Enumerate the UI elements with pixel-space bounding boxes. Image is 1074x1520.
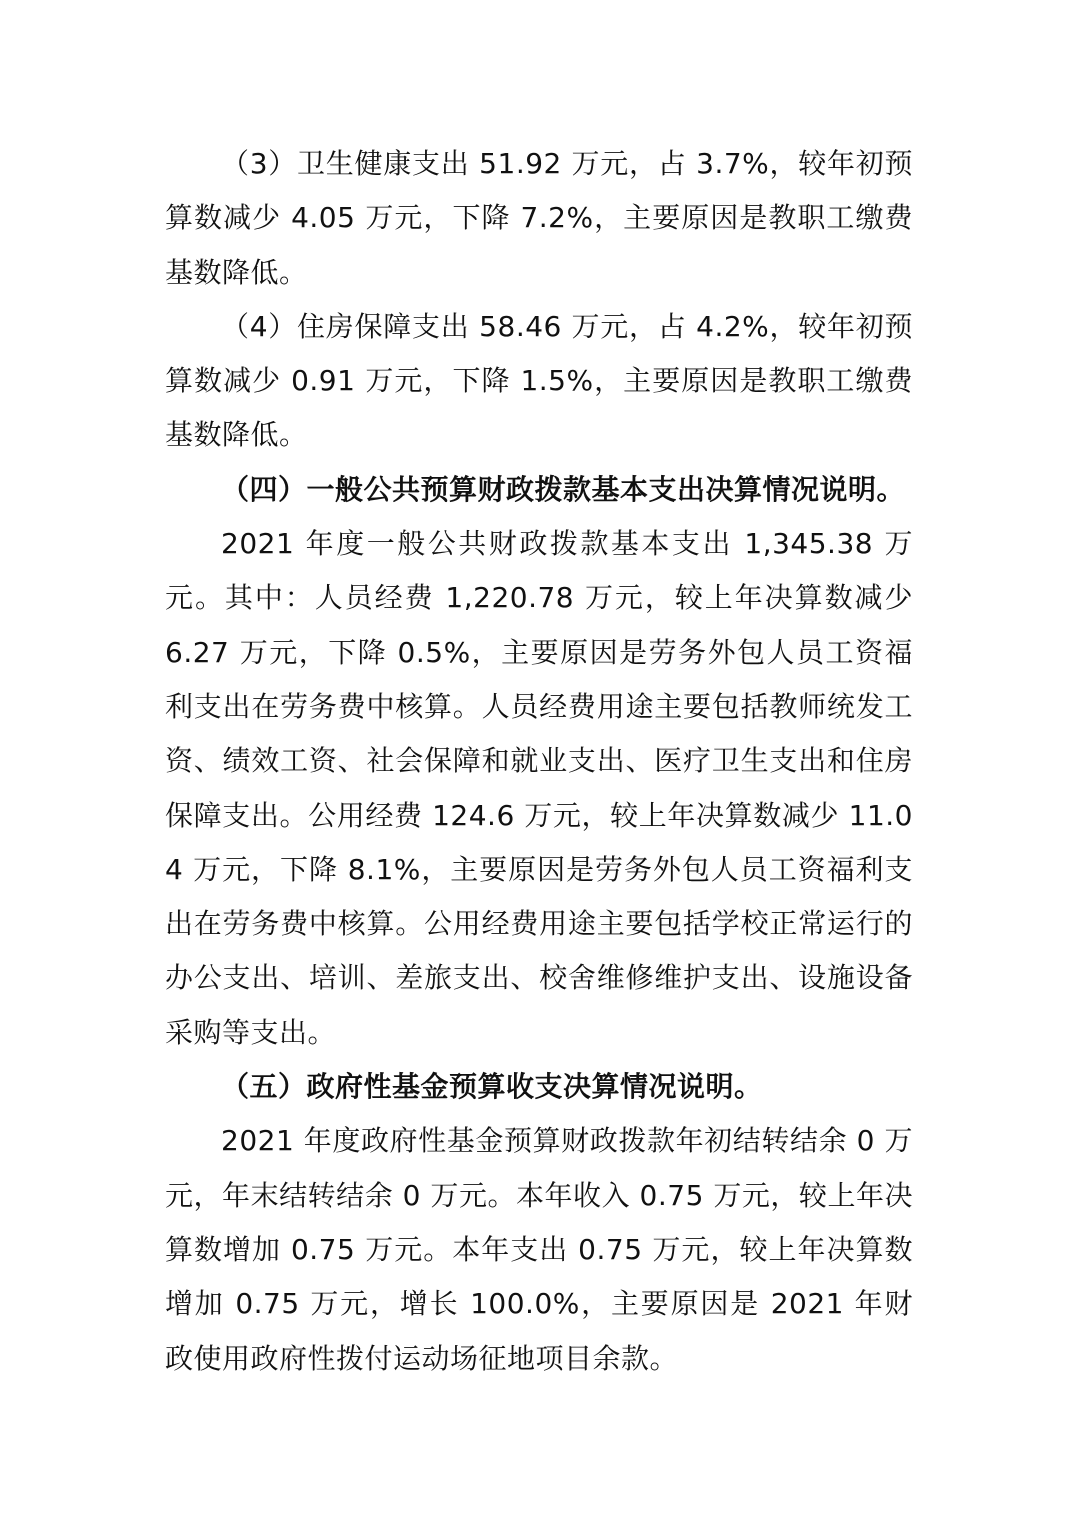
section-heading-government-fund: （五）政府性基金预算收支决算情况说明。 [221,1070,763,1104]
paragraph-health-expenditure: （3）卫生健康支出 51.92 万元，占 3.7%，较年初预算数减少 4.05 万元，下降 7.2%，主要原因是教职工缴费基数降低。 [165,147,913,289]
paragraph-basic-expenditure: 2021 年度一般公共财政拨款基本支出 1,345.38 万元。其中：人员经费 1,220.78 万元，较上年决算数减少 6.27 万元，下降 0.5%，主要原因是劳务外包人员工资福利支出在劳务费中核算。人员经费用途主要包括教师统发工资、绩效工资、社会保障和就业支出、医疗卫生支出和住房保障支出。公用经费 124.6 万元，较上年决算数减少 11.04 万元，下降 8.1%，主要原因是劳务外包人员工资福利支出在劳务费中核算。公用经费用途主要包括学校正常运行的办公支出、培训、差旅支出、校舍维修维护支出、设施设备采购等支出。 [165,527,913,1049]
paragraph-government-fund: 2021 年度政府性基金预算财政拨款年初结转结余 0 万元，年末结转结余 0 万元。本年收入 0.75 万元，较上年决算数增加 0.75 万元。本年支出 0.75 万元，较上年决算数增加 0.75 万元，增长 100.0%，主要原因是 2021 年财政使用政府性拨付运动场征地项目余款。 [165,1124,913,1375]
document-body [165,137,913,1386]
paragraph-housing-expenditure: （4）住房保障支出 58.46 万元，占 4.2%，较年初预算数减少 0.91 万元，下降 1.5%，主要原因是教职工缴费基数降低。 [165,309,913,452]
section-heading-basic-expenditure: （四）一般公共预算财政拨款基本支出决算情况说明。 [221,472,906,506]
